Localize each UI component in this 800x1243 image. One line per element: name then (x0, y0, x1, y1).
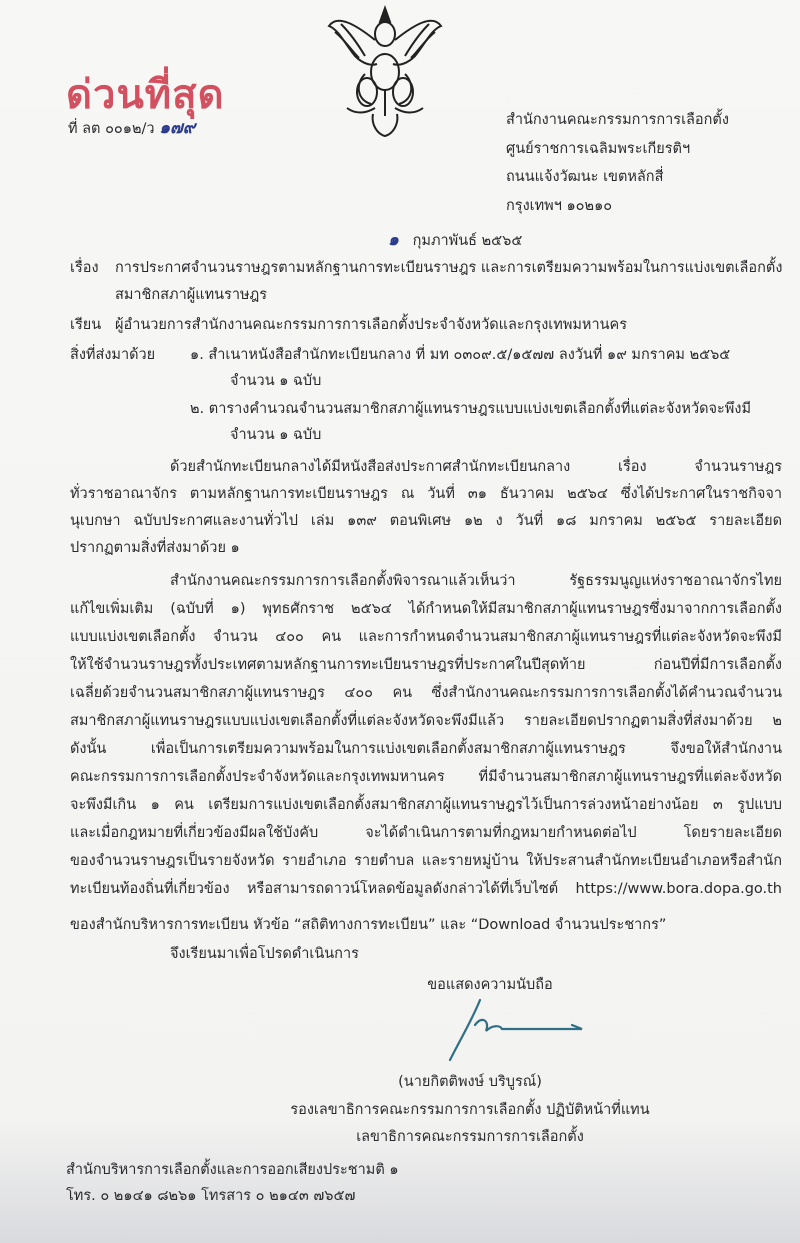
body-line: แก้ไขเพิ่มเติม (ฉบับที่ ๑) พุทธศักราช ๒๕๖๔ ได้กำหนดให้มีสมาชิกสภาผู้แทนราษฎรซึ่งมาจากการเลือกตั้ง (70, 601, 782, 617)
signatory-title: เลขาธิการคณะกรรมการการเลือกตั้ง (356, 1129, 584, 1145)
sender-address (506, 106, 729, 220)
body-line: ทะเบียนท้องถิ่นที่เกี่ยวข้อง หรือสามารถดาวน์โหลดข้อมูลดังกล่าวได้ที่เว็บไซต์ https://www.bora.dopa.go.th (70, 881, 782, 897)
document-date (388, 226, 522, 253)
subject-line: การประกาศจำนวนราษฎรตามหลักฐานการทะเบียนราษฎร และการเตรียมความพร้อมในการแบ่งเขตเลือกตั้ง (115, 260, 783, 276)
urgency-stamp: ด่วนที่สุด (66, 72, 225, 118)
signature-mark (440, 995, 590, 1065)
body-line: สมาชิกสภาผู้แทนราษฎรแบบแบ่งเขตเลือกตั้งที่แต่ละจังหวัดจะพึงมีแล้ว รายละเอียดปรากฏตามสิ่งที่ส่งมาด้วย ๒ (70, 713, 782, 729)
body-line: แบบแบ่งเขตเลือกตั้ง จำนวน ๔๐๐ คน และการกำหนดจำนวนสมาชิกสภาผู้แทนราษฎรที่แต่ละจังหวัดจะพึงมี (70, 629, 782, 645)
closing-line: จึงเรียนมาเพื่อโปรดดำเนินการ (170, 946, 359, 962)
enclosure-item-count: จำนวน ๑ ฉบับ (230, 427, 322, 443)
subject-label: เรื่อง (70, 260, 99, 276)
body-line: ดังนั้น เพื่อเป็นการเตรียมความพร้อมในการแบ่งเขตเลือกตั้งสมาชิกสภาผู้แทนราษฎร จึงขอให้สำนักงาน (70, 741, 782, 757)
footer-office: สำนักบริหารการเลือกตั้งและการออกเสียงประชามติ ๑ (66, 1162, 399, 1178)
recipient-label: เรียน (70, 317, 102, 333)
signatory-name: (นายกิตติพงษ์ บริบูรณ์) (398, 1074, 542, 1090)
address-line: ถนนแจ้งวัฒนะ เขตหลักสี่ (506, 169, 664, 185)
body-line: ปรากฏตามสิ่งที่ส่งมาด้วย ๑ (70, 540, 240, 556)
address-line: ศูนย์ราชการเฉลิมพระเกียรติฯ (506, 140, 691, 157)
enclosure-item: ๑. สำเนาหนังสือสำนักทะเบียนกลาง ที่ มท ๐๓๐๙.๕/๑๕๗๗ ลงวันที่ ๑๙ มกราคม ๒๕๖๕ (190, 347, 731, 363)
body-line: นุเบกษา ฉบับประกาศและงานทั่วไป เล่ม ๑๓๙ ตอนพิเศษ ๑๒ ง วันที่ ๑๘ มกราคม ๒๕๖๕ รายละเอียด (70, 513, 782, 529)
body-line: คณะกรรมการการเลือกตั้งประจำจังหวัดและกรุงเทพมหานคร ที่มีจำนวนสมาชิกสภาผู้แทนราษฎรที่แต่ละจังหวัด (70, 769, 782, 785)
body-line: เฉลี่ยด้วยจำนวนสมาชิกสภาผู้แทนราษฎร ๔๐๐ คน ซึ่งสำนักงานคณะกรรมการการเลือกตั้งได้คำนวณจำนวน (70, 685, 782, 701)
document-number (68, 114, 195, 141)
document-number-handwritten: ๑๗๙ (159, 118, 196, 138)
regards-text: ขอแสดงความนับถือ (427, 977, 553, 993)
body-line: ทั่วราชอาณาจักร ตามหลักฐานการทะเบียนราษฎร ณ วันที่ ๓๑ ธันวาคม ๒๕๖๔ ซึ่งได้ประกาศในราชกิจจา (70, 486, 782, 502)
recipient-text: ผู้อำนวยการสำนักงานคณะกรรมการการเลือกตั้งประจำจังหวัดและกรุงเทพมหานคร (115, 317, 628, 333)
address-line: สำนักงานคณะกรรมการการเลือกตั้ง (506, 112, 729, 128)
subject-line: สมาชิกสภาผู้แทนราษฎร (115, 287, 268, 303)
date-month-year: กุมภาพันธ์ ๒๕๖๕ (412, 233, 523, 249)
body-line: จะพึงมีเกิน ๑ คน เตรียมการแบ่งเขตเลือกตั้งสมาชิกสภาผู้แทนราษฎรไว้เป็นการล่วงหน้าอย่างน้อย ๓ รูปแบบ (70, 797, 782, 813)
body-line: ของจำนวนราษฎรเป็นรายจังหวัด รายอำเภอ รายตำบล และรายหมู่บ้าน ให้ประสานสำนักทะเบียนอำเภอหรือสำนัก (70, 853, 782, 869)
signatory-title: รองเลขาธิการคณะกรรมการการเลือกตั้ง ปฏิบัติหน้าที่แทน (290, 1102, 650, 1118)
footer-phone: โทร. ๐ ๒๑๔๑ ๘๒๖๑ โทรสาร ๐ ๒๑๔๓ ๗๖๕๗ (66, 1188, 356, 1204)
address-line: กรุงเทพฯ ๑๐๒๑๐ (506, 197, 613, 214)
enclosure-item: ๒. ตารางคำนวณจำนวนสมาชิกสภาผู้แทนราษฎรแบบแบ่งเขตเลือกตั้งที่แต่ละจังหวัดจะพึงมี (190, 401, 752, 417)
body-line: ด้วยสำนักทะเบียนกลางได้มีหนังสือส่งประกาศสำนักทะเบียนกลาง เรื่อง จำนวนราษฎร (170, 459, 782, 475)
garuda-emblem-icon (325, 4, 445, 139)
document-number-prefix: ที่ ลต ๐๐๑๒/ว (68, 121, 155, 137)
date-day-handwritten: ๑ (388, 230, 399, 250)
body-line: ให้ใช้จำนวนราษฎรทั้งประเทศตามหลักฐานการทะเบียนราษฎรที่ประกาศในปีสุดท้าย ก่อนปีที่มีการเลือกตั้ง (70, 657, 782, 673)
enclosure-item-count: จำนวน ๑ ฉบับ (230, 373, 322, 389)
body-line: ของสำนักบริหารการทะเบียน หัวข้อ “สถิติทางการทะเบียน” และ “Download จำนวนประชากร” (70, 917, 667, 933)
enclosures-label: สิ่งที่ส่งมาด้วย (70, 347, 156, 363)
body-line: และเมื่อกฎหมายที่เกี่ยวข้องมีผลใช้บังคับ จะได้ดำเนินการตามที่กฎหมายกำหนดต่อไป โดยรายละเอียด (70, 825, 782, 841)
body-line: สำนักงานคณะกรรมการการเลือกตั้งพิจารณาแล้วเห็นว่า รัฐธรรมนูญแห่งราชอาณาจักรไทย (170, 573, 782, 589)
